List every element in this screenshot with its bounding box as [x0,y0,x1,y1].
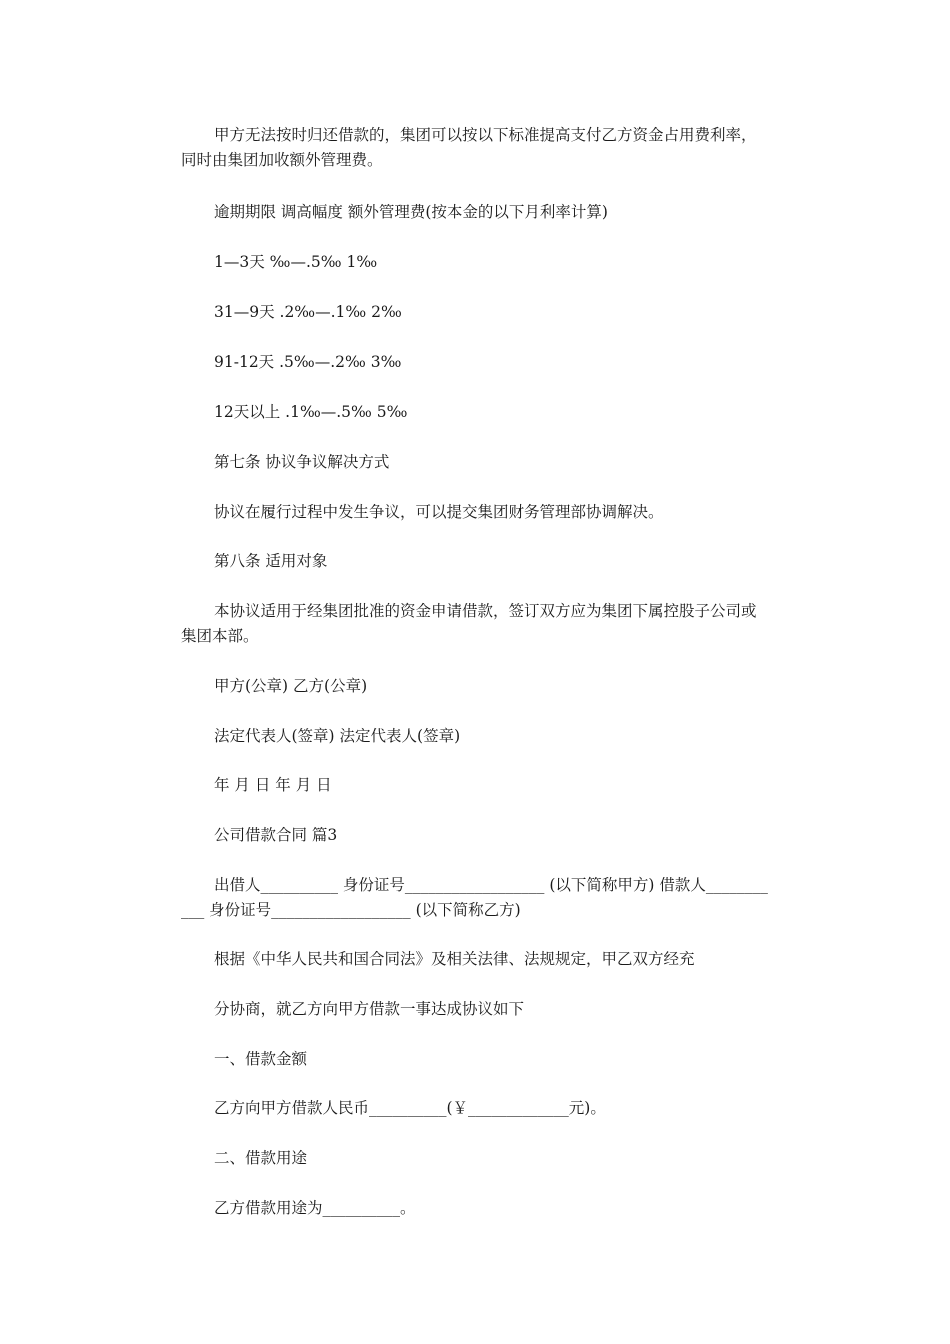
paragraph-signing-dates: 年 月 日 年 月 日 [214,776,332,794]
heading-article-7: 第七条 协议争议解决方式 [214,453,390,471]
paragraph-seals: 甲方(公章) 乙方(公章) [214,677,368,695]
paragraph-parties-identity: 出借人__________ 身份证号__________________ (以下简称甲方) 借款人___________ 身份证号__________________ (以下简称乙方) [181,876,768,919]
heading-article-8: 第八条 适用对象 [214,552,328,570]
paragraph-dispute-resolution: 协议在履行过程中发生争议，可以提交集团财务管理部协调解决。 [214,503,664,521]
paragraph-loan-purpose: 乙方借款用途为__________。 [214,1199,416,1217]
paragraph-table-header: 逾期期限 调高幅度 额外管理费(按本金的以下月利率计算) [214,203,608,221]
paragraph-legal-basis: 根据《中华人民共和国合同法》及相关法律、法规规定，甲乙双方经充 [214,950,695,968]
paragraph-rate-row-1: 1—3天 ‰—.5‰ 1‰ [214,253,378,271]
paragraph-agreement-intro: 分协商，就乙方向甲方借款一事达成协议如下 [214,1000,525,1018]
paragraph-rate-row-4: 12天以上 .1‰—.5‰ 5‰ [214,403,408,421]
paragraph-applicable-parties: 本协议适用于经集团批准的资金申请借款，签订双方应为集团下属控股子公司或集团本部。 [181,602,757,645]
paragraph-loan-amount: 乙方向甲方借款人民币__________(￥_____________元)。 [214,1099,606,1117]
paragraph-rate-row-3: 91-12天 .5‰—.2‰ 3‰ [214,353,402,371]
heading-loan-purpose: 二、借款用途 [214,1149,308,1167]
paragraph-overdue-rate: 甲方无法按时归还借款的，集团可以按以下标准提高支付乙方资金占用费利率，同时由集团加收额外管理费。 [181,126,757,169]
heading-loan-amount: 一、借款金额 [214,1050,308,1068]
paragraph-legal-representatives: 法定代表人(签章) 法定代表人(签章) [214,727,461,745]
paragraph-rate-row-2: 31—9天 .2‰—.1‰ 2‰ [214,303,402,321]
heading-contract-section-3: 公司借款合同 篇3 [214,826,338,844]
